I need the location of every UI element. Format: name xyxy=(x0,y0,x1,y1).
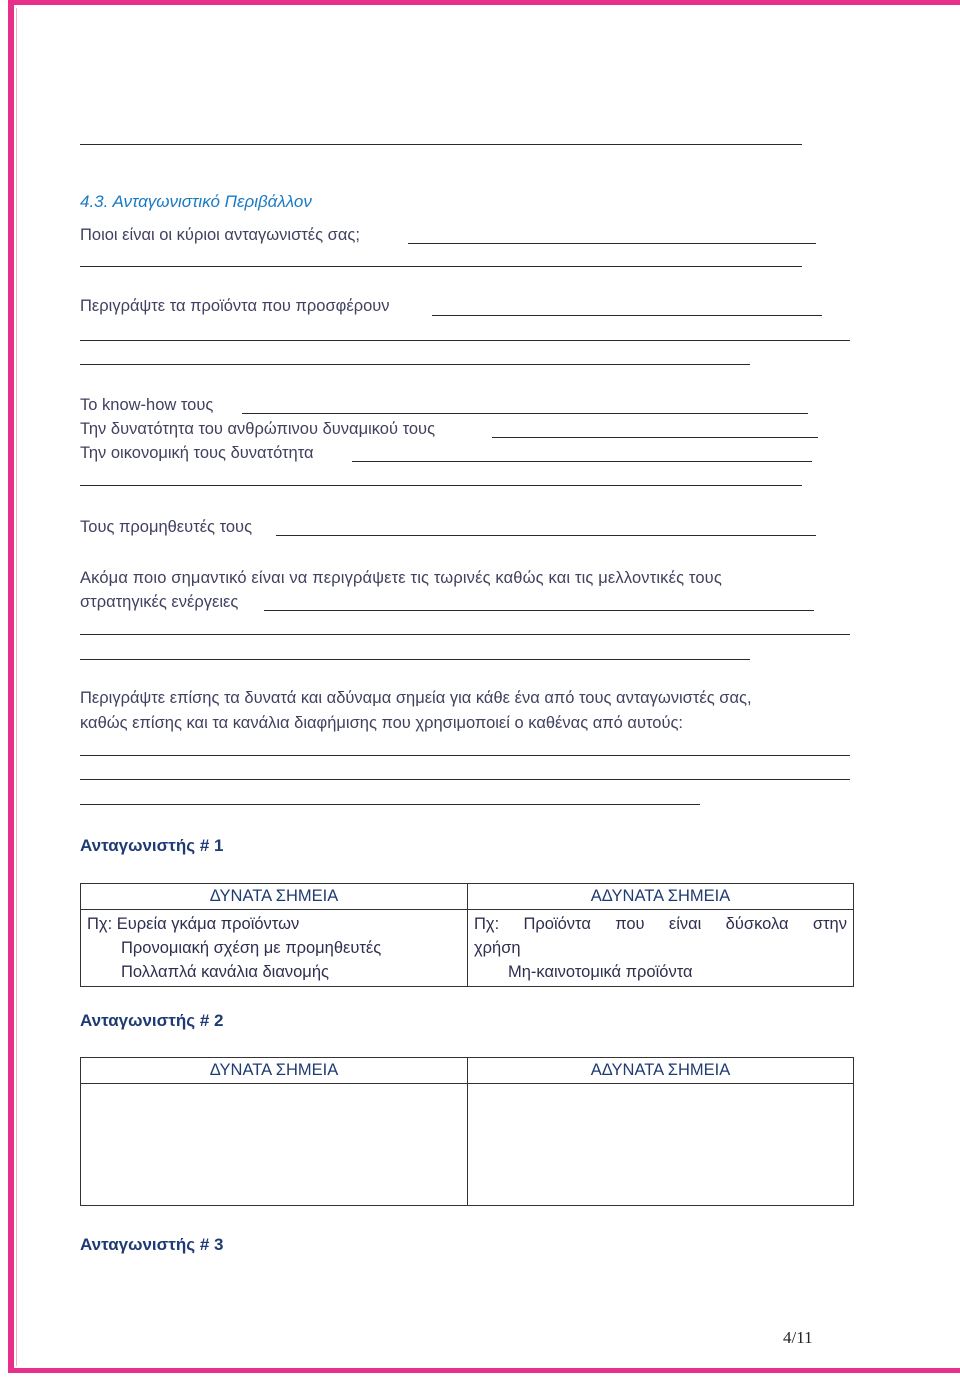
competitor-2-title: Ανταγωνιστής # 2 xyxy=(80,1011,224,1030)
competitor-1-table xyxy=(80,883,854,987)
competitor-2-table xyxy=(80,1057,854,1206)
question-strategy-line2: στρατηγικές ενέργειες xyxy=(80,593,239,611)
answer-line[interactable] xyxy=(80,755,850,756)
section-title: 4.3. Ανταγωνιστικό Περιβάλλον xyxy=(80,192,312,211)
strengths-header: ΔΥΝΑΤΑ ΣΗΜΕΙΑ xyxy=(81,884,468,910)
answer-line[interactable] xyxy=(492,437,818,438)
strength-item: Προνομιακή σχέση με προμηθευτές xyxy=(121,939,382,957)
question-main-competitors: Ποιοι είναι οι κύριοι ανταγωνιστές σας; xyxy=(80,226,360,244)
weakness-item: Μη-καινοτομικά προϊόντα xyxy=(508,963,693,981)
page-frame-left xyxy=(8,0,14,1372)
page-number: 4/11 xyxy=(783,1328,813,1347)
answer-line[interactable] xyxy=(80,779,850,780)
answer-line[interactable] xyxy=(352,461,812,462)
answer-line[interactable] xyxy=(80,659,750,660)
strengths-cell[interactable] xyxy=(81,910,468,987)
competitor-1-title: Ανταγωνιστής # 1 xyxy=(80,836,224,855)
page-frame-top xyxy=(8,0,960,5)
weaknesses-cell[interactable] xyxy=(468,1084,854,1206)
question-know-how: Το know-how τους xyxy=(80,396,214,414)
strengths-header: ΔΥΝΑΤΑ ΣΗΜΕΙΑ xyxy=(81,1058,468,1084)
competitor-3-title: Ανταγωνιστής # 3 xyxy=(80,1235,224,1254)
answer-line[interactable] xyxy=(80,266,802,267)
answer-line[interactable] xyxy=(80,340,850,341)
strength-item: Πολλαπλά κανάλια διανομής xyxy=(121,963,329,981)
question-strategy-line1: Ακόμα ποιο σημαντικό είναι να περιγράψετε τις τωρινές καθώς και τις μελλοντικές τους xyxy=(80,569,722,587)
strength-item: Πχ: Ευρεία γκάμα προϊόντων xyxy=(87,915,300,933)
question-suppliers: Τους προμηθευτές τους xyxy=(80,518,253,536)
page-frame-bottom xyxy=(8,1368,960,1373)
answer-line[interactable] xyxy=(80,804,700,805)
question-financial: Την οικονομική τους δυνατότητα xyxy=(80,444,314,462)
question-products: Περιγράψτε τα προϊόντα που προσφέρουν xyxy=(80,297,390,315)
answer-line[interactable] xyxy=(80,634,850,635)
answer-line[interactable] xyxy=(264,610,814,611)
question-swot-line2: καθώς επίσης και τα κανάλια διαφήμισης που χρησιμοποιεί ο καθένας από αυτούς: xyxy=(80,714,684,732)
answer-line[interactable] xyxy=(408,243,816,244)
answer-line[interactable] xyxy=(432,315,822,316)
weaknesses-cell[interactable] xyxy=(468,910,854,987)
answer-line[interactable] xyxy=(80,485,802,486)
answer-line[interactable] xyxy=(80,364,750,365)
weaknesses-header: ΑΔΥΝΑΤΑ ΣΗΜΕΙΑ xyxy=(468,1058,854,1084)
strengths-cell[interactable] xyxy=(81,1084,468,1206)
answer-line[interactable] xyxy=(276,535,816,536)
blank-line[interactable] xyxy=(80,144,802,145)
weaknesses-header: ΑΔΥΝΑΤΑ ΣΗΜΕΙΑ xyxy=(468,884,854,910)
weakness-item-line1: Πχ: Προϊόντα που είναι δύσκολα στην xyxy=(474,915,847,933)
question-swot-line1: Περιγράψτε επίσης τα δυνατά και αδύναμα σημεία για κάθε ένα από τους ανταγωνιστές σας, xyxy=(80,689,752,707)
answer-line[interactable] xyxy=(242,413,808,414)
question-human-resources: Την δυνατότητα του ανθρώπινου δυναμικού τους xyxy=(80,420,436,438)
page-frame-inner-line xyxy=(16,8,17,1366)
weakness-item-cont: χρήση xyxy=(474,939,521,957)
